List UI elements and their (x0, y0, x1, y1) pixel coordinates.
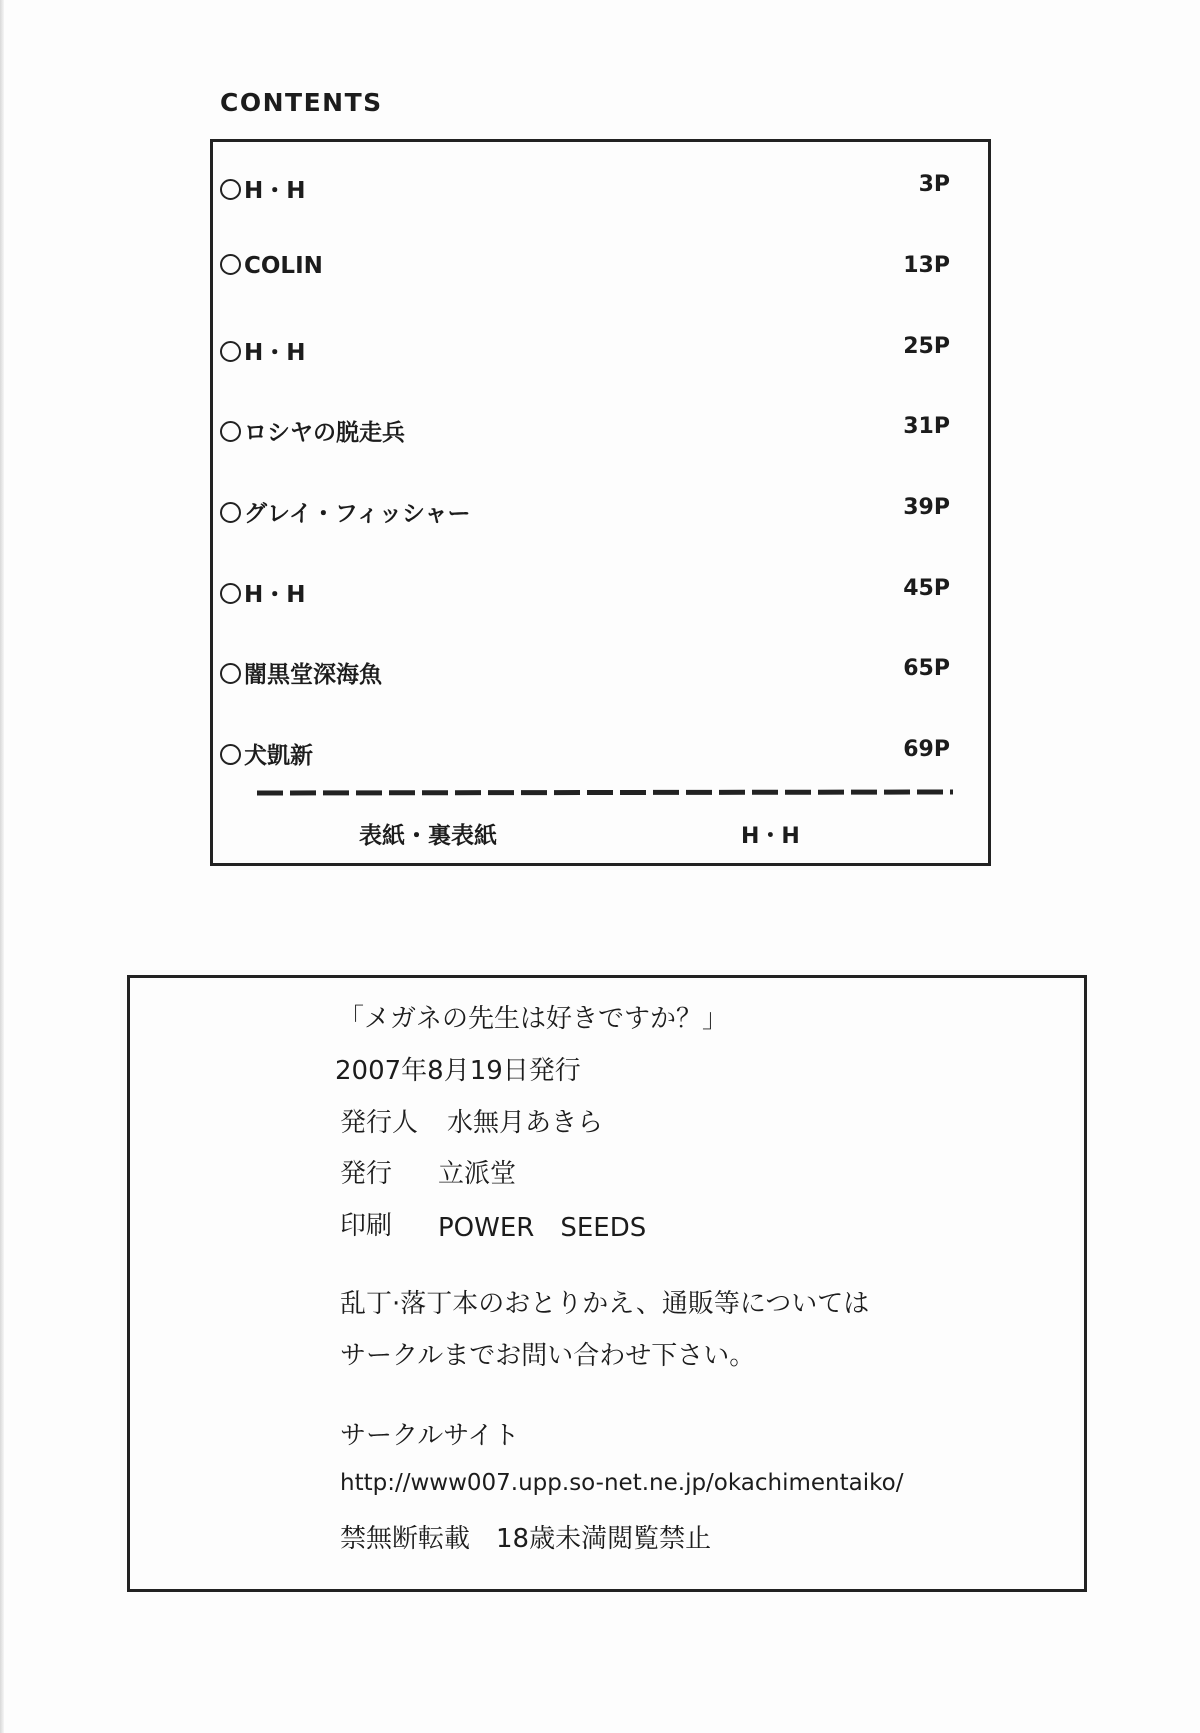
toc-entry (220, 572, 950, 612)
toc-entry-title-text: H・H (244, 178, 306, 204)
circle-bullet-icon (220, 663, 241, 684)
toc-entry (220, 249, 950, 289)
toc-entry (220, 410, 950, 450)
contents-heading: CONTENTS (220, 88, 383, 117)
toc-entry-page: 3P (918, 172, 950, 197)
toc-entry-title-text: グレイ・フィッシャー (244, 501, 471, 527)
cover-label: 表紙・裏表紙 (359, 823, 497, 849)
toc-entry-title (220, 253, 323, 279)
toc-entry-title-text: 犬凱新 (244, 743, 313, 769)
cover-credit: H・H (741, 824, 800, 849)
toc-entry-title (220, 656, 382, 689)
publisher-label: 発行人 (340, 1108, 419, 1138)
reproduction-restriction: 禁無断転載 18歳未満閲覧禁止 (340, 1524, 712, 1554)
toc-entry (220, 168, 950, 208)
toc-entry-title-text: H・H (244, 582, 306, 608)
publication-date: 2007年8月19日発行 (335, 1056, 581, 1086)
toc-entry-page: 13P (903, 253, 950, 278)
toc-entry-page: 25P (903, 334, 950, 359)
toc-entry-page: 31P (903, 414, 950, 439)
toc-entry-page: 69P (903, 737, 950, 762)
toc-entry-title (220, 334, 306, 367)
site-url: http://www007.upp.so-net.ne.jp/okachimentaiko/ (340, 1470, 904, 1496)
notice-line-2: サークルまでお問い合わせ下さい。 (340, 1341, 756, 1371)
toc-entry-page: 39P (903, 495, 950, 520)
site-label: サークルサイト (340, 1421, 520, 1451)
circle-bullet-icon (220, 179, 241, 200)
toc-entry-title (220, 576, 306, 609)
dashed-divider (255, 788, 955, 797)
notice-line-1: 乱丁·落丁本のおとりかえ、通販等については (340, 1289, 870, 1319)
toc-entry (220, 733, 950, 773)
printer-label: 印刷 (340, 1211, 393, 1241)
circle-bullet-icon (220, 502, 241, 523)
publisher-name: 水無月あきら (447, 1108, 604, 1138)
toc-entry-title (220, 737, 313, 770)
page-edge (0, 0, 4, 1733)
circle-bullet-icon (220, 254, 241, 275)
circle-bullet-icon (220, 341, 241, 362)
toc-entry-title-text: ロシヤの脱走兵 (244, 420, 405, 446)
toc-entry (220, 652, 950, 692)
book-title: 「メガネの先生は好きですか？」 (338, 1004, 729, 1034)
toc-entry-title-text: 闇黒堂深海魚 (244, 662, 382, 688)
printer-name: POWER SEEDS (438, 1213, 647, 1243)
issuer-name: 立派堂 (438, 1159, 517, 1189)
colophon-box (127, 975, 1087, 1592)
toc-entry-title (220, 495, 471, 528)
toc-entry (220, 491, 950, 531)
circle-bullet-icon (220, 744, 241, 765)
toc-entry-page: 65P (903, 656, 950, 681)
issuer-label: 発行 (340, 1159, 393, 1189)
circle-bullet-icon (220, 583, 241, 604)
toc-entry-title-text: H・H (244, 340, 306, 366)
toc-entry (220, 330, 950, 370)
toc-entry-title (220, 172, 306, 205)
toc-entry-page: 45P (903, 576, 950, 601)
contents-box (210, 139, 991, 866)
circle-bullet-icon (220, 421, 241, 442)
toc-entry-title (220, 414, 405, 447)
toc-entry-title-text: COLIN (244, 253, 323, 279)
